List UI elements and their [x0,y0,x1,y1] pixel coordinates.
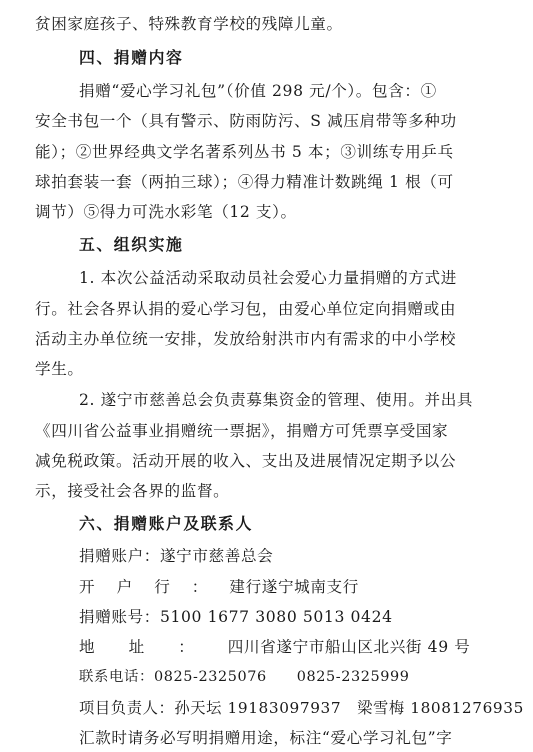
remit-note-line: 汇款时请务必写明捐赠用途，标注“爱心学习礼包”字 [79,729,453,747]
address-label: 地址： [79,638,228,657]
section5-para1-line-1: 1. 本次公益活动采取动员社会爱心力量捐赠的方式进 [79,269,457,288]
bank-value: 建行遂宁城南支行 [229,577,359,596]
section5-para2-line-4: 示，接受社会各界的监督。 [35,482,230,501]
section4-heading: 四、捐赠内容 [79,48,184,67]
intro-tail-line: 贫困家庭孩子、特殊教育学校的残障儿童。 [35,15,343,33]
section5-para1-line-4: 学生。 [35,360,84,379]
owner-line: 项目负责人：孙天坛 19183097937 梁雪梅 18081276935 [79,698,524,717]
section5-heading: 五、组织实施 [79,235,184,255]
account-number-line: 捐赠账号：5100 1677 3080 5013 0424 [79,607,393,626]
section6-heading: 六、捐赠账户及联系人 [79,514,253,534]
section4-line-1: 捐赠“爱心学习礼包”（价值 298 元/个）。包含：① [79,82,437,100]
section4-line-2: 安全书包一个（具有警示、防雨防污、S 减压肩带等多种功 [35,112,457,131]
address-line [79,637,470,657]
section5-para1-line-3: 活动主办单位统一安排，发放给射洪市内有需求的中小学校 [35,329,457,348]
section5-para2-line-3: 减免税政策。活动开展的收入、支出及进展情况定期予以公 [35,451,457,470]
section4-line-5: 调节）⑤得力可洗水彩笔（12 支）。 [35,203,297,222]
section5-para2-line-2: 《四川省公益事业捐赠统一票据》，捐赠方可凭票享受国家 [35,421,449,440]
section5-para1-line-2: 行。社会各界认捐的爱心学习包，由爱心单位定向捐赠或由 [35,299,457,318]
section4-line-4: 球拍套装一套（两拍三球）；④得力精准计数跳绳 1 根（可 [35,172,454,191]
phone-line: 联系电话：0825-2325076 0825-2325999 [79,669,410,686]
section4-line-3: 能）；②世界经典文学名著系列丛书 5 本；③训练专用乒乓 [35,142,454,161]
address-value: 四川省遂宁市船山区北兴街 49 号 [227,638,471,657]
account-name-line: 捐赠账户：遂宁市慈善总会 [79,547,274,566]
bank-line [79,577,359,597]
bank-label: 开户行： [79,577,230,596]
section5-para2-line-1: 2. 遂宁市慈善总会负责募集资金的管理、使用。并出具 [79,391,474,410]
